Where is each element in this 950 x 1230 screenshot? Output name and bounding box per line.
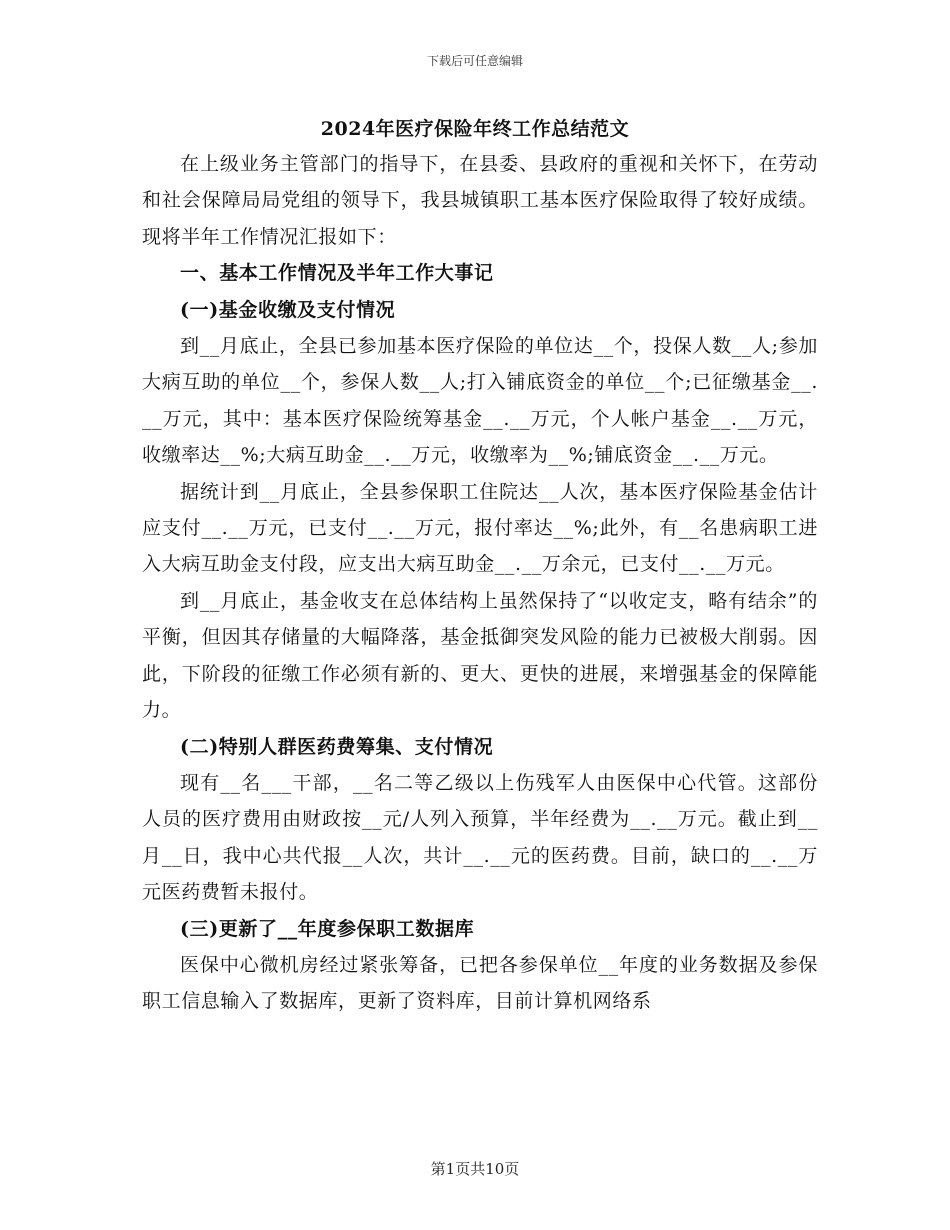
paragraph-database: 医保中心微机房经过紧张筹备，已把各参保单位__年度的业务数据及参保职工信息输入了数据库，更新了资料库，目前计算机网络系 [142, 953, 818, 1013]
subsection-heading-special-groups: (二)特别人群医药费筹集、支付情况 [180, 735, 494, 758]
paragraph-intro: 在上级业务主管部门的指导下，在县委、县政府的重视和关怀下，在劳动和社会保障局局党组的领导下，我县城镇职工基本医疗保险取得了较好成绩。现将半年工作情况汇报如下： [142, 153, 818, 248]
subsection-heading-database: (三)更新了__年度参保职工数据库 [180, 917, 475, 940]
page-number: 第1页共10页 [430, 1160, 520, 1178]
paragraph-fund-collection: 到__月底止，全县已参加基本医疗保险的单位达__个，投保人数__人;参加大病互助的单位__个，参保人数__人;打入铺底资金的单位__个;已征缴基金__.__万元，其中：基本医疗保险统筹基金__.__万元，个人帐户基金__.__万元，收缴率达__%;大病互助金__.__万元，收缴率为__%;铺底资金__.__万元。 [142, 335, 818, 467]
document-body [142, 146, 818, 1020]
subsection-heading-fund-collection: (一)基金收缴及支付情况 [180, 298, 396, 321]
document-title: 2024年医疗保险年终工作总结范文 [320, 118, 630, 140]
section-heading-1: 一、基本工作情况及半年工作大事记 [180, 262, 494, 285]
header-note: 下载后可任意编辑 [426, 54, 523, 68]
paragraph-special-groups: 现有__名___干部，__名二等乙级以上伤残军人由医保中心代管。这部份人员的医疗费用由财政按__元/人列入预算，半年经费为__.__万元。截止到__月__日，我中心共代报__人次，共计__.__元的医药费。目前，缺口的__.__万元医药费暂未报付。 [142, 771, 818, 904]
paragraph-fund-balance: 到__月底止，基金收支在总体结构上虽然保持了“以收定支，略有结余”的平衡，但因其存储量的大幅降落，基金抵御突发风险的能力已被极大削弱。因此，下阶段的征缴工作必须有新的、更大、更快的进展，来增强基金的保障能力。 [142, 589, 818, 722]
paragraph-fund-payment: 据统计到__月底止，全县参保职工住院达__人次，基本医疗保险基金估计应支付__.__万元，已支付__.__万元，报付率达__%;此外，有__名患病职工进入大病互助金支付段，应支出大病互助金__.__万余元，已支付__.__万元。 [142, 480, 818, 576]
